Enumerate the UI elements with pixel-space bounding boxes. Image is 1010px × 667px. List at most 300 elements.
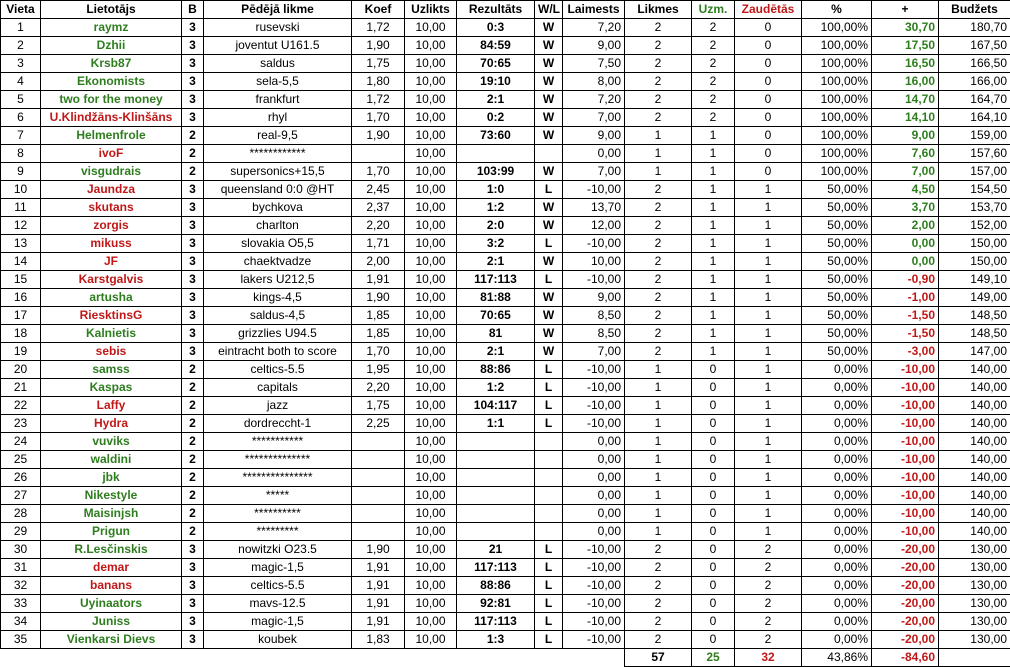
- cell-last-bet: ***************: [204, 469, 352, 487]
- cell-losses: 0: [735, 109, 802, 127]
- cell-koef: 1,91: [352, 613, 405, 631]
- cell-pct: 100,00%: [802, 109, 872, 127]
- table-row: [1, 631, 1010, 649]
- table-row: [1, 415, 1010, 433]
- cell-koef: 1,72: [352, 91, 405, 109]
- cell-won: -10,00: [563, 415, 625, 433]
- cell-losses: 1: [735, 343, 802, 361]
- cell-koef: 1,95: [352, 361, 405, 379]
- cell-rank: 15: [1, 271, 41, 289]
- cell-bets: 1: [625, 379, 692, 397]
- cell-pct: 0,00%: [802, 577, 872, 595]
- cell-budget: 130,00: [939, 595, 1010, 613]
- cell-won: 7,00: [563, 163, 625, 181]
- cell-bets: 2: [625, 343, 692, 361]
- cell-user: artusha: [41, 289, 182, 307]
- cell-stake: 10,00: [405, 253, 457, 271]
- cell-rank: 34: [1, 613, 41, 631]
- cell-plus: -10,00: [872, 361, 939, 379]
- cell-budget: 164,10: [939, 109, 1010, 127]
- cell-b: 2: [182, 451, 204, 469]
- cell-rank: 7: [1, 127, 41, 145]
- cell-plus: -20,00: [872, 577, 939, 595]
- totals-budget-spacer: [939, 649, 1010, 667]
- cell-wl: [535, 451, 563, 469]
- cell-pct: 0,00%: [802, 451, 872, 469]
- cell-won: 8,00: [563, 73, 625, 91]
- cell-result: 2:1: [457, 91, 535, 109]
- cell-plus: 14,10: [872, 109, 939, 127]
- cell-plus: 17,50: [872, 37, 939, 55]
- cell-wins: 0: [692, 415, 735, 433]
- cell-b: 2: [182, 433, 204, 451]
- cell-user: Uyinaators: [41, 595, 182, 613]
- cell-wins: 1: [692, 217, 735, 235]
- cell-stake: 10,00: [405, 217, 457, 235]
- table-row: [1, 325, 1010, 343]
- cell-pct: 100,00%: [802, 37, 872, 55]
- cell-b: 3: [182, 289, 204, 307]
- cell-result: 81: [457, 325, 535, 343]
- cell-wl: W: [535, 307, 563, 325]
- table-row: [1, 127, 1010, 145]
- cell-user: visgudrais: [41, 163, 182, 181]
- cell-koef: 1,70: [352, 109, 405, 127]
- cell-plus: -10,00: [872, 451, 939, 469]
- cell-wl: W: [535, 109, 563, 127]
- cell-b: 3: [182, 253, 204, 271]
- cell-result: 117:113: [457, 559, 535, 577]
- cell-rank: 25: [1, 451, 41, 469]
- cell-losses: 0: [735, 145, 802, 163]
- cell-bets: 2: [625, 217, 692, 235]
- cell-losses: 1: [735, 451, 802, 469]
- cell-result: [457, 433, 535, 451]
- cell-losses: 0: [735, 55, 802, 73]
- cell-result: 1:3: [457, 631, 535, 649]
- cell-wl: [535, 433, 563, 451]
- cell-bets: 2: [625, 109, 692, 127]
- cell-wins: 2: [692, 37, 735, 55]
- cell-pct: 0,00%: [802, 541, 872, 559]
- cell-user: Jaundza: [41, 181, 182, 199]
- cell-user: U.Klindžāns-Klinšāns: [41, 109, 182, 127]
- cell-wl: [535, 469, 563, 487]
- cell-pct: 50,00%: [802, 253, 872, 271]
- cell-b: 3: [182, 19, 204, 37]
- cell-result: 0:3: [457, 19, 535, 37]
- cell-koef: 2,00: [352, 253, 405, 271]
- cell-budget: 140,00: [939, 523, 1010, 541]
- cell-rank: 11: [1, 199, 41, 217]
- cell-last-bet: rusevski: [204, 19, 352, 37]
- cell-plus: -10,00: [872, 505, 939, 523]
- cell-won: 10,00: [563, 253, 625, 271]
- cell-result: 103:99: [457, 163, 535, 181]
- cell-stake: 10,00: [405, 379, 457, 397]
- cell-budget: 130,00: [939, 541, 1010, 559]
- cell-rank: 1: [1, 19, 41, 37]
- cell-user: Vienkarsi Dievs: [41, 631, 182, 649]
- cell-user: Kalnietis: [41, 325, 182, 343]
- cell-plus: -20,00: [872, 559, 939, 577]
- cell-bets: 1: [625, 145, 692, 163]
- cell-bets: 2: [625, 55, 692, 73]
- table-row: [1, 37, 1010, 55]
- cell-stake: 10,00: [405, 235, 457, 253]
- cell-bets: 2: [625, 19, 692, 37]
- cell-plus: 4,50: [872, 181, 939, 199]
- cell-bets: 2: [625, 631, 692, 649]
- cell-result: 104:117: [457, 397, 535, 415]
- cell-result: [457, 505, 535, 523]
- cell-wl: [535, 145, 563, 163]
- cell-won: -10,00: [563, 361, 625, 379]
- cell-user: Krsb87: [41, 55, 182, 73]
- cell-b: 3: [182, 109, 204, 127]
- cell-result: 88:86: [457, 361, 535, 379]
- cell-last-bet: rhyl: [204, 109, 352, 127]
- cell-koef: [352, 145, 405, 163]
- cell-pct: 0,00%: [802, 397, 872, 415]
- cell-bets: 2: [625, 253, 692, 271]
- cell-koef: 1,91: [352, 559, 405, 577]
- cell-won: -10,00: [563, 181, 625, 199]
- header-row: [1, 1, 1010, 19]
- cell-stake: 10,00: [405, 487, 457, 505]
- cell-wl: W: [535, 19, 563, 37]
- table-row: [1, 523, 1010, 541]
- cell-wl: [535, 487, 563, 505]
- cell-rank: 18: [1, 325, 41, 343]
- cell-wl: W: [535, 217, 563, 235]
- cell-budget: 166,50: [939, 55, 1010, 73]
- cell-koef: [352, 469, 405, 487]
- cell-last-bet: frankfurt: [204, 91, 352, 109]
- cell-stake: 10,00: [405, 433, 457, 451]
- table-row: [1, 469, 1010, 487]
- cell-losses: 2: [735, 559, 802, 577]
- cell-wl: W: [535, 91, 563, 109]
- cell-wins: 1: [692, 163, 735, 181]
- cell-user: mikuss: [41, 235, 182, 253]
- cell-pct: 50,00%: [802, 271, 872, 289]
- cell-bets: 2: [625, 559, 692, 577]
- cell-won: 9,00: [563, 289, 625, 307]
- cell-last-bet: nowitzki O23.5: [204, 541, 352, 559]
- cell-budget: 140,00: [939, 469, 1010, 487]
- cell-stake: 10,00: [405, 343, 457, 361]
- cell-plus: -1,00: [872, 289, 939, 307]
- cell-result: 1:1: [457, 415, 535, 433]
- cell-result: 1:0: [457, 181, 535, 199]
- cell-user: banans: [41, 577, 182, 595]
- cell-stake: 10,00: [405, 37, 457, 55]
- cell-losses: 0: [735, 37, 802, 55]
- cell-user: Karstgalvis: [41, 271, 182, 289]
- cell-losses: 0: [735, 91, 802, 109]
- cell-won: 0,00: [563, 451, 625, 469]
- cell-rank: 3: [1, 55, 41, 73]
- cell-wl: L: [535, 361, 563, 379]
- cell-rank: 35: [1, 631, 41, 649]
- table-row: [1, 505, 1010, 523]
- cell-result: 2:1: [457, 343, 535, 361]
- cell-rank: 17: [1, 307, 41, 325]
- cell-won: -10,00: [563, 397, 625, 415]
- cell-last-bet: charlton: [204, 217, 352, 235]
- cell-last-bet: ***********: [204, 433, 352, 451]
- header-wl: W/L: [535, 1, 563, 19]
- table-row: [1, 19, 1010, 37]
- cell-b: 3: [182, 613, 204, 631]
- cell-stake: 10,00: [405, 199, 457, 217]
- cell-stake: 10,00: [405, 271, 457, 289]
- cell-plus: -1,50: [872, 307, 939, 325]
- cell-stake: 10,00: [405, 109, 457, 127]
- cell-b: 3: [182, 577, 204, 595]
- cell-losses: 1: [735, 415, 802, 433]
- cell-losses: 1: [735, 307, 802, 325]
- cell-wins: 1: [692, 235, 735, 253]
- cell-bets: 1: [625, 415, 692, 433]
- cell-pct: 0,00%: [802, 379, 872, 397]
- cell-pct: 50,00%: [802, 217, 872, 235]
- cell-rank: 16: [1, 289, 41, 307]
- cell-stake: 10,00: [405, 145, 457, 163]
- header-plus: +: [872, 1, 939, 19]
- totals-spacer: [1, 649, 625, 667]
- cell-plus: 2,00: [872, 217, 939, 235]
- cell-budget: 140,00: [939, 397, 1010, 415]
- cell-wl: L: [535, 397, 563, 415]
- cell-user: Juniss: [41, 613, 182, 631]
- cell-won: 0,00: [563, 469, 625, 487]
- cell-pct: 100,00%: [802, 91, 872, 109]
- cell-koef: 1,71: [352, 235, 405, 253]
- cell-losses: 1: [735, 289, 802, 307]
- cell-wins: 1: [692, 307, 735, 325]
- cell-result: 117:113: [457, 613, 535, 631]
- cell-user: sebis: [41, 343, 182, 361]
- cell-wins: 2: [692, 91, 735, 109]
- cell-losses: 2: [735, 631, 802, 649]
- cell-losses: 1: [735, 253, 802, 271]
- cell-pct: 50,00%: [802, 235, 872, 253]
- cell-wins: 0: [692, 595, 735, 613]
- cell-plus: 16,00: [872, 73, 939, 91]
- cell-losses: 1: [735, 325, 802, 343]
- cell-user: demar: [41, 559, 182, 577]
- cell-koef: [352, 451, 405, 469]
- cell-result: 1:2: [457, 199, 535, 217]
- cell-wins: 0: [692, 469, 735, 487]
- cell-wins: 2: [692, 19, 735, 37]
- header-stake: Uzlikts: [405, 1, 457, 19]
- cell-koef: 1,70: [352, 343, 405, 361]
- cell-result: 19:10: [457, 73, 535, 91]
- cell-b: 2: [182, 379, 204, 397]
- cell-wl: [535, 505, 563, 523]
- cell-wl: L: [535, 415, 563, 433]
- cell-wins: 1: [692, 271, 735, 289]
- cell-wl: [535, 523, 563, 541]
- cell-pct: 100,00%: [802, 127, 872, 145]
- cell-koef: [352, 523, 405, 541]
- cell-losses: 1: [735, 379, 802, 397]
- table-row: [1, 145, 1010, 163]
- table-row: [1, 433, 1010, 451]
- cell-plus: -20,00: [872, 631, 939, 649]
- cell-user: JF: [41, 253, 182, 271]
- cell-bets: 2: [625, 91, 692, 109]
- cell-last-bet: kings-4,5: [204, 289, 352, 307]
- cell-losses: 2: [735, 541, 802, 559]
- table-row: [1, 271, 1010, 289]
- cell-pct: 50,00%: [802, 199, 872, 217]
- cell-budget: 147,00: [939, 343, 1010, 361]
- cell-last-bet: bychkova: [204, 199, 352, 217]
- table-row: [1, 91, 1010, 109]
- cell-result: [457, 487, 535, 505]
- cell-user: Ekonomists: [41, 73, 182, 91]
- cell-stake: 10,00: [405, 415, 457, 433]
- cell-won: 7,20: [563, 91, 625, 109]
- cell-losses: 1: [735, 523, 802, 541]
- cell-rank: 29: [1, 523, 41, 541]
- cell-result: 92:81: [457, 595, 535, 613]
- cell-wl: L: [535, 541, 563, 559]
- cell-wl: W: [535, 199, 563, 217]
- cell-last-bet: *****: [204, 487, 352, 505]
- cell-won: -10,00: [563, 559, 625, 577]
- cell-rank: 2: [1, 37, 41, 55]
- cell-last-bet: saldus-4,5: [204, 307, 352, 325]
- cell-budget: 140,00: [939, 451, 1010, 469]
- cell-won: 0,00: [563, 505, 625, 523]
- cell-result: 2:0: [457, 217, 535, 235]
- cell-result: 3:2: [457, 235, 535, 253]
- table-row: [1, 199, 1010, 217]
- cell-wins: 0: [692, 433, 735, 451]
- cell-rank: 33: [1, 595, 41, 613]
- cell-won: -10,00: [563, 379, 625, 397]
- cell-user: Nikestyle: [41, 487, 182, 505]
- cell-pct: 0,00%: [802, 361, 872, 379]
- cell-koef: 1,72: [352, 19, 405, 37]
- cell-won: 9,00: [563, 127, 625, 145]
- cell-stake: 10,00: [405, 631, 457, 649]
- cell-wins: 1: [692, 253, 735, 271]
- cell-wl: W: [535, 253, 563, 271]
- cell-wins: 0: [692, 613, 735, 631]
- cell-b: 3: [182, 631, 204, 649]
- table-row: [1, 73, 1010, 91]
- cell-stake: 10,00: [405, 19, 457, 37]
- cell-bets: 1: [625, 433, 692, 451]
- cell-wins: 1: [692, 199, 735, 217]
- cell-stake: 10,00: [405, 523, 457, 541]
- cell-wins: 1: [692, 181, 735, 199]
- cell-user: two for the money: [41, 91, 182, 109]
- table-row: [1, 181, 1010, 199]
- cell-rank: 27: [1, 487, 41, 505]
- cell-last-bet: capitals: [204, 379, 352, 397]
- header-user: Lietotājs: [41, 1, 182, 19]
- cell-plus: -10,00: [872, 523, 939, 541]
- cell-pct: 0,00%: [802, 505, 872, 523]
- cell-koef: 1,70: [352, 163, 405, 181]
- cell-wl: W: [535, 73, 563, 91]
- cell-won: 13,70: [563, 199, 625, 217]
- cell-budget: 148,50: [939, 325, 1010, 343]
- cell-pct: 0,00%: [802, 559, 872, 577]
- cell-user: Maisinjsh: [41, 505, 182, 523]
- cell-bets: 2: [625, 613, 692, 631]
- cell-budget: 140,00: [939, 361, 1010, 379]
- cell-result: 81:88: [457, 289, 535, 307]
- cell-b: 2: [182, 415, 204, 433]
- cell-b: 3: [182, 595, 204, 613]
- cell-stake: 10,00: [405, 595, 457, 613]
- cell-wl: W: [535, 343, 563, 361]
- totals-losses: 32: [735, 649, 802, 667]
- cell-rank: 30: [1, 541, 41, 559]
- cell-bets: 1: [625, 451, 692, 469]
- header-pct: %: [802, 1, 872, 19]
- cell-stake: 10,00: [405, 541, 457, 559]
- cell-plus: -20,00: [872, 595, 939, 613]
- totals-bets: 57: [625, 649, 692, 667]
- cell-wl: W: [535, 163, 563, 181]
- cell-pct: 0,00%: [802, 631, 872, 649]
- table-row: [1, 397, 1010, 415]
- cell-last-bet: queensland 0:0 @HT: [204, 181, 352, 199]
- cell-rank: 9: [1, 163, 41, 181]
- cell-losses: 0: [735, 163, 802, 181]
- cell-user: zorgis: [41, 217, 182, 235]
- cell-koef: 1,80: [352, 73, 405, 91]
- cell-user: samss: [41, 361, 182, 379]
- cell-won: -10,00: [563, 541, 625, 559]
- cell-koef: 1,85: [352, 325, 405, 343]
- cell-user: ivoF: [41, 145, 182, 163]
- header-result: Rezultāts: [457, 1, 535, 19]
- cell-wins: 0: [692, 451, 735, 469]
- cell-stake: 10,00: [405, 505, 457, 523]
- totals-plus: -84,60: [872, 649, 939, 667]
- cell-plus: -10,00: [872, 379, 939, 397]
- cell-won: 0,00: [563, 523, 625, 541]
- header-b: B: [182, 1, 204, 19]
- cell-result: [457, 523, 535, 541]
- cell-budget: 140,00: [939, 433, 1010, 451]
- cell-rank: 14: [1, 253, 41, 271]
- cell-koef: [352, 487, 405, 505]
- cell-last-bet: joventut U161.5: [204, 37, 352, 55]
- cell-losses: 1: [735, 181, 802, 199]
- cell-bets: 2: [625, 595, 692, 613]
- cell-rank: 23: [1, 415, 41, 433]
- cell-b: 3: [182, 91, 204, 109]
- cell-bets: 1: [625, 523, 692, 541]
- cell-plus: 14,70: [872, 91, 939, 109]
- cell-plus: 9,00: [872, 127, 939, 145]
- table-row: [1, 307, 1010, 325]
- cell-wins: 0: [692, 397, 735, 415]
- cell-budget: 130,00: [939, 613, 1010, 631]
- cell-wins: 0: [692, 379, 735, 397]
